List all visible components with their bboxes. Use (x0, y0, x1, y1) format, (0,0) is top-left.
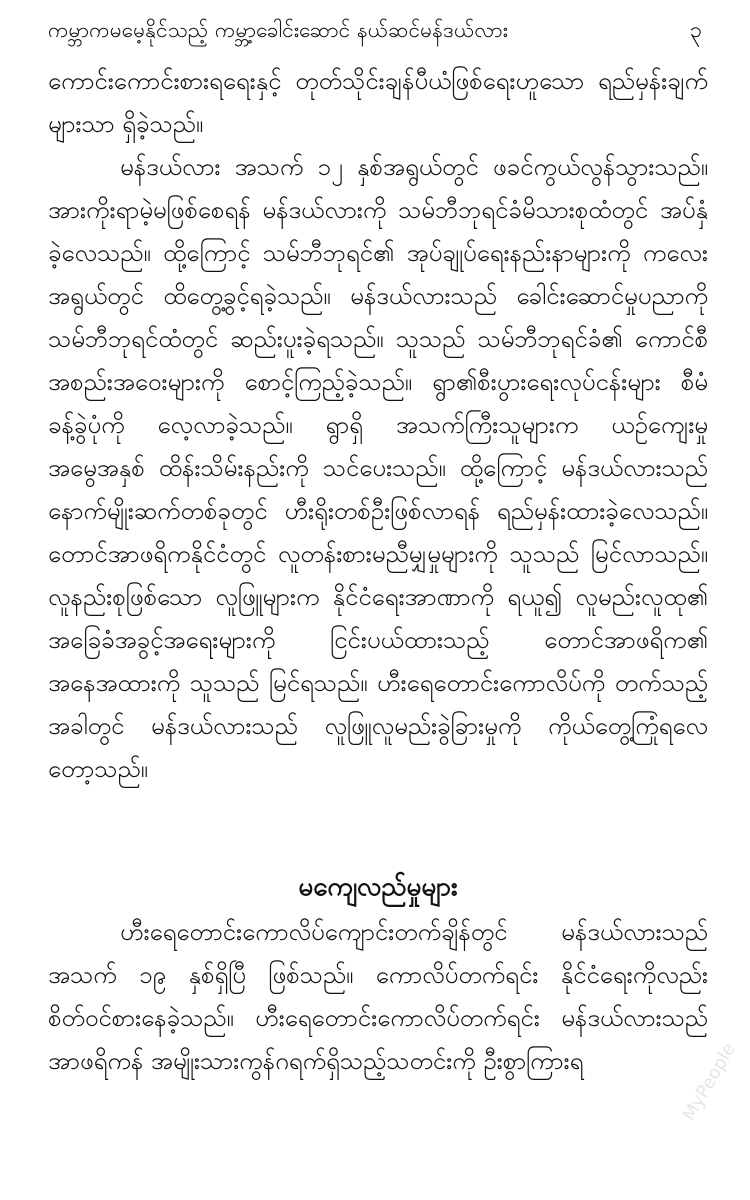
paragraph: မန်ဒယ်လား အသက် ၁၂ နှစ်အရွယ်တွင် ဖခင်ကွယ်လွန်သွားသည်။ အားကိုးရာမဲ့မဖြစ်စေရန် မန်ဒယ်လားကို သမ်ဘီဘုရင်ခံမိသားစုထံတွင် အပ်နှံခဲ့လေသည်။ ထို့ကြောင့် သမ်ဘီဘုရင်၏ အုပ်ချုပ်ရေးနည်းနာများကို ကလေးအရွယ်တွင် ထိတွေ့ခွင့်ရခဲ့သည်။ မန်ဒယ်လားသည် ခေါင်းဆောင်မှုပညာကို သမ်ဘီဘုရင်ထံတွင် ဆည်းပူးခဲ့ရသည်။ သူသည် သမ်ဘီဘုရင်ခံ၏ ကောင်စီ အစည်းအဝေးများကို စောင့်ကြည့်ခဲ့သည်။ ရွာ၏စီးပွားရေးလုပ်ငန်းများ စီမံခန့်ခွဲပုံကို လေ့လာခဲ့သည်။ ရွာရှိ အသက်ကြီးသူများက ယဉ်ကျေးမှု အမွေအနှစ် ထိန်းသိမ်းနည်းကို သင်ပေးသည်။ ထို့ကြောင့် မန်ဒယ်လားသည် နောက်မျိုးဆက်တစ်ခုတွင် ဟီးရိုးတစ်ဦးဖြစ်လာရန် ရည်မှန်းထားခဲ့လေသည်။ တောင်အာဖရိကနိုင်ငံတွင် လူတန်းစားမညီမျှမှုများကို သူသည် မြင်လာသည်။ လူနည်းစုဖြစ်သော လူဖြူများက နိုင်ငံရေးအာဏာကို ရယူ၍ လူမည်းလူထု၏ အခြေခံအခွင့်အရေးများကို ငြင်းပယ်ထားသည့် တောင်အာဖရိက၏ အနေအထားကို သူသည် မြင်ရသည်။ ဟီးရေတောင်းကောလိပ်ကို တက်သည့်အခါတွင် မန်ဒယ်လားသည် လူဖြူလူမည်းခွဲခြားမှုကို ကိုယ်တွေ့ကြုံရလေတော့သည်။ (48, 153, 708, 783)
running-header (48, 10, 708, 50)
body-text (48, 60, 708, 1083)
watermark: MyPeople (678, 1039, 740, 1125)
section-paragraph: ဟီးရေတောင်းကောလိပ်ကျောင်းတက်ချိန်တွင် မန်ဒယ်လားသည် အသက် ၁၉ နှစ်ရှိပြီ ဖြစ်သည်။ ကောလိပ်တက်ရင်း နိုင်ငံရေးကိုလည်း စိတ်ဝင်စားနေခဲ့သည်။ ဟီးရေတောင်းကောလိပ်တက်ရင်း မန်ဒယ်လားသည် အာဖရိကန် အမျိုးသားကွန်ဂရက်ရှိသည့်သတင်းကို ဦးစွာကြားရ (48, 918, 708, 1075)
page-number: ၃ (689, 18, 702, 43)
running-title: ကမ္ဘာကမမေ့နိုင်သည့် ကမ္ဘာ့ခေါင်းဆောင် နယ်ဆင်မန်ဒယ်လား (48, 18, 508, 42)
section-heading: မကျေလည်မှုများ (298, 872, 458, 902)
paragraph-continued: ကောင်းကောင်းစားရရေးနှင့် တုတ်သိုင်းချန်ပီယံဖြစ်ရေးဟူသော ရည်မှန်းချက်များသာ ရှိခဲ့သည်။ (48, 67, 708, 138)
